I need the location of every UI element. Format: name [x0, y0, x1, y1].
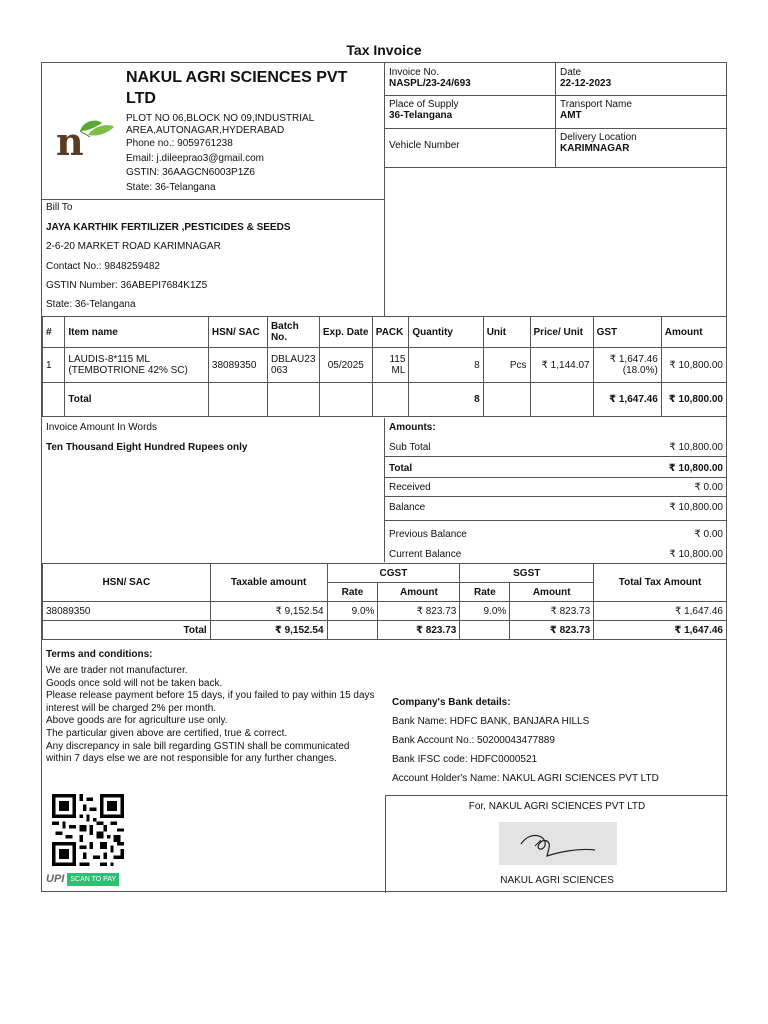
- terms-line: Please release payment before 15 days, if you failed to pay within 15 days interest will be charged 2% per month.: [46, 690, 375, 714]
- bank-name: Bank Name: HDFC BANK, BANJARA HILLS: [392, 716, 590, 727]
- page-title: Tax Invoice: [346, 42, 422, 58]
- total-row: [389, 463, 723, 474]
- table-row: [43, 602, 727, 621]
- tax-table: [42, 563, 727, 640]
- company-state: State: 36-Telangana: [126, 182, 216, 193]
- company-phone: Phone no.: 9059761238: [126, 138, 233, 149]
- company-header: [42, 63, 385, 200]
- col-batch: Batch No.: [267, 317, 319, 348]
- upi-logo: UPI: [46, 873, 65, 885]
- vehicle-label: Vehicle Number: [389, 140, 460, 151]
- terms-text: [46, 665, 376, 766]
- item-pack: 115 ML: [372, 348, 409, 383]
- tax-total-taxable: ₹ 9,152.54: [210, 621, 327, 640]
- qr-code-icon[interactable]: [52, 794, 124, 866]
- amounts-label: Amounts:: [389, 422, 436, 433]
- tax-total-cgst: ₹ 823.73: [378, 621, 460, 640]
- item-qty: 8: [409, 348, 483, 383]
- col-item-name: Item name: [65, 317, 209, 348]
- sgst-rate-header: Rate: [460, 583, 510, 602]
- tax-col-cgst: CGST: [327, 564, 460, 583]
- signature-image: [499, 822, 617, 865]
- sub-total-row: [389, 442, 723, 453]
- balance-label: Balance: [389, 502, 426, 513]
- col-pack: PACK: [372, 317, 409, 348]
- item-no: 1: [43, 348, 65, 383]
- current-balance-value: ₹ 10,800.00: [669, 549, 723, 560]
- place-label: Place of Supply: [389, 99, 459, 110]
- amounts-panel: [385, 418, 727, 562]
- bank-account: Bank Account No.: 50200043477889: [392, 735, 555, 746]
- balance-row: [389, 502, 723, 513]
- terms-line: We are trader not manufacturer.: [46, 665, 188, 676]
- tax-col-hsn: HSN/ SAC: [43, 564, 211, 602]
- invoice-no: NASPL/23-24/693: [389, 78, 471, 89]
- tax-hsn: 38089350: [43, 602, 211, 621]
- col-qty: Quantity: [409, 317, 483, 348]
- transport-label: Transport Name: [560, 99, 632, 110]
- signatory-name: NAKUL AGRI SCIENCES: [500, 875, 614, 886]
- bank-ifsc: Bank IFSC code: HDFC0000521: [392, 754, 538, 765]
- tax-total-sgst: ₹ 823.73: [510, 621, 594, 640]
- received-value: ₹ 0.00: [694, 482, 723, 493]
- terms-line: The particular given above are certified, true & correct.: [46, 727, 288, 739]
- items-header-row: [43, 317, 727, 348]
- tax-total: ₹ 1,647.46: [594, 602, 727, 621]
- col-amount: Amount: [661, 317, 726, 348]
- item-unit: Pcs: [483, 348, 530, 383]
- leaf-logo-icon: [54, 113, 116, 157]
- col-exp: Exp. Date: [319, 317, 372, 348]
- bill-to-gstin: GSTIN Number: 36ABEPI7684K1Z5: [46, 280, 208, 291]
- words-label: Invoice Amount In Words: [46, 422, 157, 433]
- bill-to-address: 2-6-20 MARKET ROAD KARIMNAGAR: [46, 241, 221, 252]
- bank-holder: Account Holder's Name: NAKUL AGRI SCIENCES PVT LTD: [392, 773, 659, 784]
- bill-to-label: Bill To: [46, 202, 73, 213]
- words-value: Ten Thousand Eight Hundred Rupees only: [46, 442, 248, 453]
- sub-total-value: ₹ 10,800.00: [669, 442, 723, 453]
- amount-in-words: [42, 418, 385, 562]
- sub-total-label: Sub Total: [389, 442, 431, 453]
- invoice: [41, 62, 727, 892]
- invoice-meta: [385, 63, 727, 200]
- items-total-label: Total: [65, 383, 209, 417]
- items-total-row: [43, 383, 727, 417]
- items-total-amount: ₹ 10,800.00: [661, 383, 726, 417]
- upi-badge[interactable]: [46, 871, 119, 887]
- terms-label: Terms and conditions:: [46, 649, 153, 660]
- terms-line: Any discrepancy in sale bill regarding GSTIN shall be communicated within 7 days else we are not responsible for any further changes.: [46, 740, 350, 765]
- item-batch: DBLAU23063: [267, 348, 319, 383]
- item-gst: [593, 348, 661, 383]
- invoice-date: 22-12-2023: [560, 78, 612, 89]
- tax-col-sgst: SGST: [460, 564, 594, 583]
- bill-to-contact: Contact No.: 9848259482: [46, 261, 160, 272]
- company-email: Email: j.dileeprao3@gmail.com: [126, 153, 264, 164]
- date-label: Date: [560, 67, 582, 78]
- balance-value: ₹ 10,800.00: [669, 502, 723, 513]
- col-hsn: HSN/ SAC: [208, 317, 267, 348]
- col-unit: Unit: [483, 317, 530, 348]
- company-gstin: GSTIN: 36AAGCN6003P1Z6: [126, 167, 255, 178]
- company-address: PLOT NO 06,BLOCK NO 09,INDUSTRIAL AREA,AUTONAGAR,HYDERABAD: [126, 113, 314, 136]
- item-price: ₹ 1,144.07: [530, 348, 593, 383]
- col-price: Price/ Unit: [530, 317, 593, 348]
- current-balance-label: Current Balance: [389, 549, 462, 560]
- terms-section: [42, 645, 727, 795]
- item-hsn: 38089350: [208, 348, 267, 383]
- svg-text:n: n: [56, 119, 84, 157]
- bill-to-name: JAYA KARTHIK FERTILIZER ,PESTICIDES & SEEDS: [46, 222, 291, 233]
- current-balance-row: [389, 549, 723, 560]
- received-label: Received: [389, 482, 431, 493]
- scan-to-pay-button[interactable]: SCAN TO PAY: [67, 873, 119, 886]
- total-value: ₹ 10,800.00: [668, 463, 723, 474]
- cgst-amount-header: Amount: [378, 583, 460, 602]
- tax-total-row: [43, 621, 727, 640]
- col-no: #: [43, 317, 65, 348]
- total-label: Total: [389, 463, 413, 474]
- items-total-qty: 8: [409, 383, 483, 417]
- items-total-gst: ₹ 1,647.46: [593, 383, 661, 417]
- previous-balance-value: ₹ 0.00: [694, 529, 723, 540]
- previous-balance-label: Previous Balance: [389, 529, 467, 540]
- bill-to-state: State: 36-Telangana: [46, 299, 136, 310]
- signature-for-label: For, NAKUL AGRI SCIENCES PVT LTD: [468, 801, 646, 812]
- tax-cgst-rate: 9.0%: [327, 602, 378, 621]
- signature-box: [385, 795, 728, 893]
- item-gst-rate: (18.0%): [622, 365, 658, 376]
- items-table: [42, 316, 727, 417]
- cgst-rate-header: Rate: [327, 583, 378, 602]
- bank-details: [392, 697, 659, 792]
- received-row: [389, 482, 723, 493]
- table-row: [43, 348, 727, 383]
- tax-col-taxable: Taxable amount: [210, 564, 327, 602]
- previous-balance-row: [389, 529, 723, 540]
- tax-cgst-amount: ₹ 823.73: [378, 602, 460, 621]
- tax-taxable: ₹ 9,152.54: [210, 602, 327, 621]
- bill-to: [42, 200, 385, 316]
- item-exp: 05/2025: [319, 348, 372, 383]
- item-name: LAUDIS-8*115 ML (TEMBOTRIONE 42% SC): [65, 348, 209, 383]
- tax-sgst-rate: 9.0%: [460, 602, 510, 621]
- bank-label: Company's Bank details:: [392, 697, 511, 708]
- col-gst: GST: [593, 317, 661, 348]
- delivery-label: Delivery Location: [560, 132, 637, 143]
- item-gst-amount: ₹ 1,647.46: [609, 354, 658, 365]
- company-name: NAKUL AGRI SCIENCES PVT LTD: [126, 69, 348, 107]
- tax-col-total: Total Tax Amount: [594, 564, 727, 602]
- terms-line: Above goods are for agriculture use only.: [46, 715, 228, 727]
- tax-sgst-amount: ₹ 823.73: [510, 602, 594, 621]
- place-of-supply: 36-Telangana: [389, 110, 453, 121]
- tax-total-tax: ₹ 1,647.46: [594, 621, 727, 640]
- item-amount: ₹ 10,800.00: [661, 348, 726, 383]
- transport-name: AMT: [560, 110, 582, 121]
- tax-total-label: Total: [43, 621, 211, 640]
- terms-line: Goods once sold will not be taken back.: [46, 677, 223, 689]
- sgst-amount-header: Amount: [510, 583, 594, 602]
- delivery-location: KARIMNAGAR: [560, 143, 630, 154]
- invoice-no-label: Invoice No.: [389, 67, 440, 78]
